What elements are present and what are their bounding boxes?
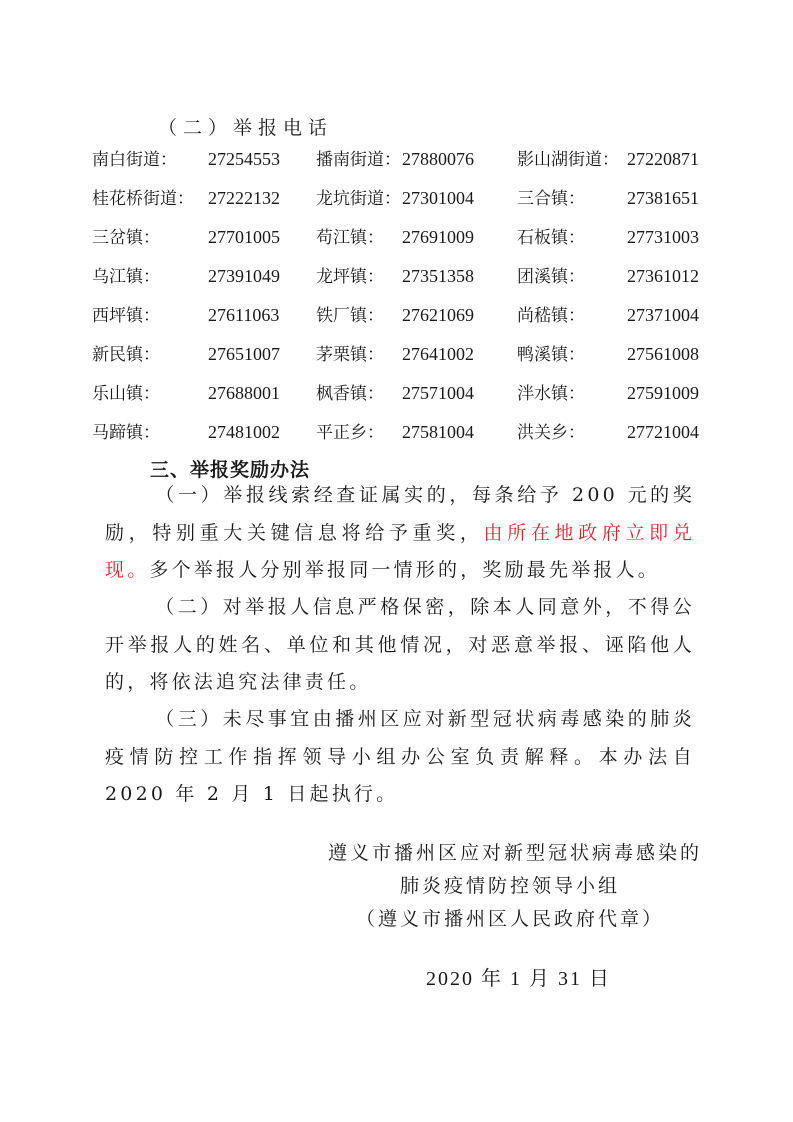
district-name: 泮水镇： — [517, 384, 585, 404]
phone-entry — [517, 145, 699, 170]
phone-entry — [517, 262, 699, 287]
phone-number: 27581004 — [402, 422, 474, 442]
phone-entry — [92, 223, 280, 248]
phone-entry — [92, 184, 280, 209]
para1-text: （一）举报线索经查证属实的，每条给予 200 元的奖励，特别重大关键信息将给予重奖， — [105, 484, 695, 544]
district-name: 乐山镇： — [92, 384, 160, 404]
phone-entry — [316, 262, 474, 287]
phone-number: 27301004 — [402, 188, 474, 208]
phone-number: 27361012 — [627, 266, 699, 286]
phone-entry — [517, 340, 699, 365]
district-name: 尚嵇镇： — [517, 306, 585, 326]
district-name: 洪关乡： — [517, 423, 585, 443]
district-name: 三合镇： — [517, 189, 585, 209]
phone-entry — [517, 418, 699, 443]
phone-number: 27701005 — [208, 227, 280, 247]
district-name: 西坪镇： — [92, 306, 160, 326]
district-name: 团溪镇： — [517, 267, 585, 287]
phone-entry — [316, 340, 474, 365]
para3-text: （三）未尽事宜由播州区应对新型冠状病毒感染的肺炎疫情防控工作指挥领导小组办公室负责解释。本办法自 2020 年 2 月 1 日起执行。 — [105, 708, 695, 805]
para1-red-text: 由所在地政府立即兑现。 — [105, 521, 695, 581]
phone-number: 27688001 — [208, 383, 280, 403]
phone-row — [0, 301, 793, 331]
phone-entry — [316, 184, 474, 209]
district-name: 石板镇： — [517, 228, 585, 248]
phone-entry — [316, 379, 474, 404]
phone-number: 27561008 — [627, 344, 699, 364]
district-name: 乌江镇： — [92, 267, 160, 287]
paragraph-reward-2 — [105, 589, 695, 702]
phone-number: 27371004 — [627, 305, 699, 325]
phone-entry — [517, 301, 699, 326]
phone-entry — [316, 145, 474, 170]
phone-number: 27254553 — [208, 149, 280, 169]
district-name: 龙坑街道： — [316, 189, 401, 209]
phone-number: 27481002 — [208, 422, 280, 442]
phone-row — [0, 262, 793, 292]
phone-number: 27691009 — [402, 227, 474, 247]
phone-entry — [92, 145, 280, 170]
district-name: 龙坪镇： — [316, 267, 384, 287]
district-name: 枫香镇： — [316, 384, 384, 404]
phone-entry — [517, 379, 699, 404]
phone-entry — [517, 223, 699, 248]
phone-number: 27391049 — [208, 266, 280, 286]
signature-line-1: 遵义市播州区应对新型冠状病毒感染的 — [328, 842, 703, 864]
district-name: 新民镇： — [92, 345, 160, 365]
phone-entry — [92, 340, 280, 365]
document-date: 2020 年 1 月 31 日 — [426, 968, 611, 990]
para1-text-after: 多个举报人分别举报同一情形的，奖励最先举报人。 — [149, 559, 661, 581]
section-heading-reward: 三、举报奖励办法 — [150, 459, 311, 481]
paragraph-reward-1 — [105, 477, 695, 590]
district-name: 桂花桥街道： — [92, 189, 194, 209]
district-name: 茅栗镇： — [316, 345, 384, 365]
phone-number: 27651007 — [208, 344, 280, 364]
phone-entry — [92, 418, 280, 443]
phone-row — [0, 223, 793, 253]
paragraph-reward-3 — [105, 701, 695, 814]
phone-number: 27381651 — [627, 188, 699, 208]
phone-entry — [92, 301, 279, 326]
phone-entry — [316, 301, 474, 326]
phone-number: 27611063 — [208, 305, 280, 325]
phone-number: 27721004 — [627, 422, 699, 442]
district-name: 马蹄镇： — [92, 423, 160, 443]
phone-number: 27880076 — [402, 149, 474, 169]
phone-row — [0, 184, 793, 214]
phone-row — [0, 145, 793, 175]
phone-entry — [316, 223, 474, 248]
district-name: 影山湖街道： — [517, 150, 619, 170]
district-name: 铁厂镇： — [316, 306, 384, 326]
district-name: 南白街道： — [92, 150, 177, 170]
phone-number: 27571004 — [402, 383, 474, 403]
phone-row — [0, 379, 793, 409]
phone-row — [0, 418, 793, 448]
phone-entry — [92, 379, 280, 404]
district-name: 平正乡： — [316, 423, 384, 443]
phone-entry — [92, 262, 280, 287]
phone-number: 27351358 — [402, 266, 474, 286]
phone-entry — [517, 184, 699, 209]
phone-entry — [316, 418, 474, 443]
district-name: 鸭溪镇： — [517, 345, 585, 365]
phone-number: 27222132 — [208, 188, 280, 208]
district-name: 三岔镇： — [92, 228, 160, 248]
district-name: 苟江镇： — [316, 228, 384, 248]
para2-text: （二）对举报人信息严格保密，除本人同意外，不得公开举报人的姓名、单位和其他情况，对恶意举报、诬陷他人的，将依法追究法律责任。 — [105, 596, 695, 693]
district-name: 播南街道： — [316, 150, 401, 170]
signature-line-3: （遵义市播州区人民政府代章） — [356, 908, 665, 930]
sub-heading-report-phone: （二）举报电话 — [158, 117, 334, 139]
phone-number: 27621069 — [402, 305, 474, 325]
phone-number: 27591009 — [627, 383, 699, 403]
phone-number: 27641002 — [402, 344, 474, 364]
phone-number: 27220871 — [627, 149, 699, 169]
phone-number: 27731003 — [627, 227, 699, 247]
signature-line-2: 肺炎疫情防控领导小组 — [400, 875, 621, 897]
phone-row — [0, 340, 793, 370]
